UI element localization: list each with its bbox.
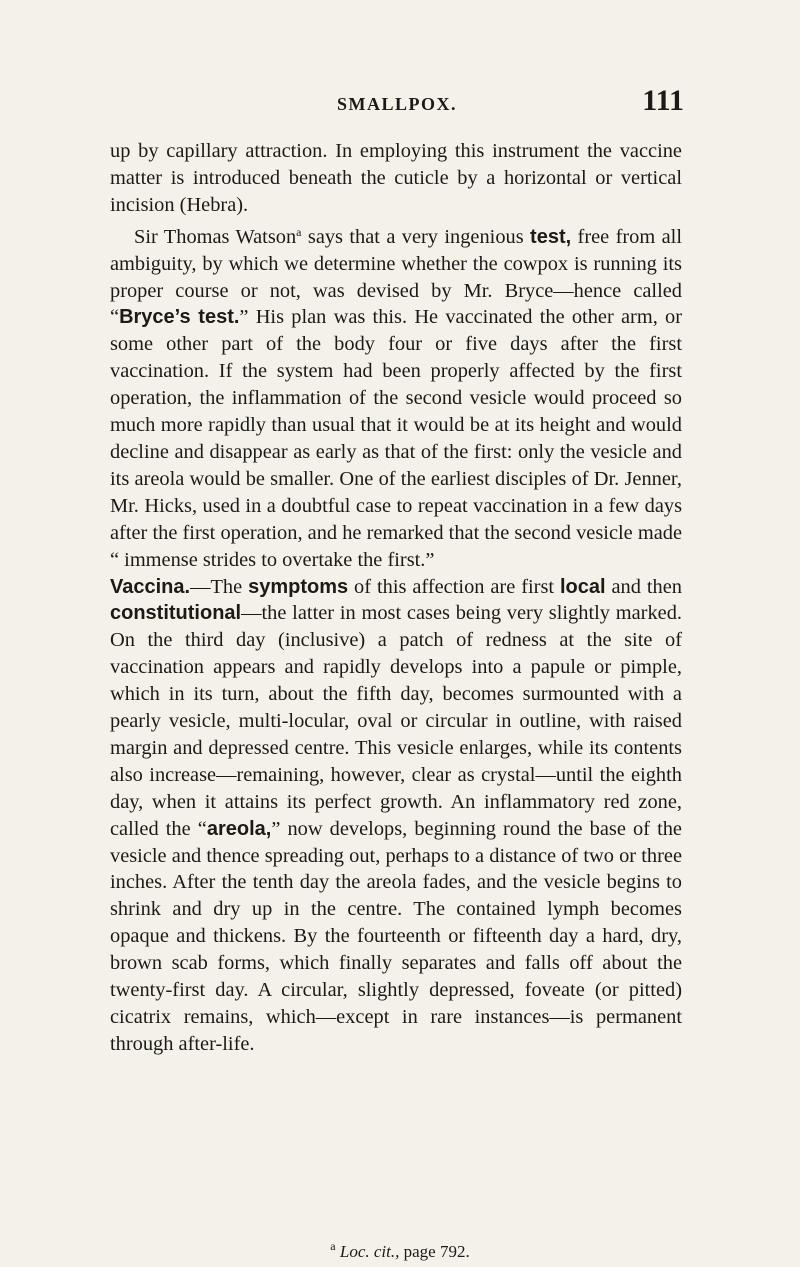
paragraph-3-text-5: ” now develops, beginning round the base of the vesicle and thence spreading out, perhaps to a distance of two or three inches. After the tenth day the areola fades, and the vesicle begins to shrink and dry up in the centre. The contained lymph becomes opaque and thickens. By the fourteenth or fifteenth day a hard, dry, brown scab forms, which finally separates and falls off about the twenty-first day. A circular, slightly depressed, foveate (or pitted) cicatrix remains, which—except in rare instances—is permanent through after-life. <box>110 817 682 1055</box>
paragraph-2-text-3: free from all ambiguity, by which we determine whether the cowpox is running its proper course or not, was devised by Mr. Bryce—hence called “ <box>110 225 682 329</box>
paragraph-2-text-2: says that a very ingenious <box>301 225 531 248</box>
paragraph-3-text-2: of this affection are first <box>348 575 560 598</box>
paragraph-3-text-1: —The <box>190 575 249 598</box>
footnote-mark: a <box>330 1239 336 1253</box>
page-header <box>110 84 684 124</box>
paragraph-1-text: up by capillary attraction. In employing this instrument the vaccine matter is introduced beneath the cuticle by a horizontal or vertical incision (Hebra). <box>110 140 682 216</box>
body-text <box>110 138 682 1058</box>
paragraph-1 <box>110 138 682 219</box>
paragraph-2 <box>110 219 682 574</box>
term-local: local <box>560 575 606 598</box>
term-constitutional: constitutional <box>110 602 242 625</box>
footnote-page: page 792. <box>399 1242 470 1261</box>
term-bryces-test: Bryce’s test. <box>119 306 240 329</box>
term-test: test, <box>530 225 572 248</box>
paragraph-3-text-3: and then <box>605 575 682 598</box>
running-title: SMALLPOX. <box>336 94 457 114</box>
paragraph-2-text-4: ” His plan was this. He vaccinated the other arm, or some other part of the body four or five days after the first vaccination. If the system had been properly affected by the first operation, the inflammation of the second vesicle would proceed so much more rapidly than usual that it would be at its height and would decline and disappear as early as that of the first: only the vesicle and its areola would be smaller. One of the earliest disciples of Dr. Jenner, Mr. Hicks, used in a doubtful case to repeat vaccination in a few days after the first operation, and he remarked that the second vesicle made “ immense strides to overtake the first.” <box>110 306 683 571</box>
paragraph-2-text-1: Sir Thomas Watson <box>134 225 297 248</box>
section-heading-vaccina: Vaccina. <box>110 575 191 598</box>
footnote-marker: a <box>296 224 302 239</box>
page-number: 111 <box>642 84 684 117</box>
paragraph-3 <box>110 574 682 1058</box>
term-symptoms: symptoms <box>248 575 349 598</box>
term-areola: areola, <box>206 817 272 840</box>
footnote <box>0 1239 800 1262</box>
paragraph-3-text-4: —the latter in most cases being very slightly marked. On the third day (inclusive) a patch of redness at the site of vaccination appears and rapidly develops into a papule or pimple, which in its turn, about the fifth day, becomes surmounted with a pearly vesicle, multi-locular, oval or circular in outline, with raised margin and depressed centre. This vesicle enlarges, while its contents also increase—remaining, however, clear as crystal—until the eighth day, when it attains its perfect growth. An inflammatory red zone, called the “ <box>110 602 682 840</box>
footnote-ref: Loc. cit., <box>339 1242 400 1261</box>
